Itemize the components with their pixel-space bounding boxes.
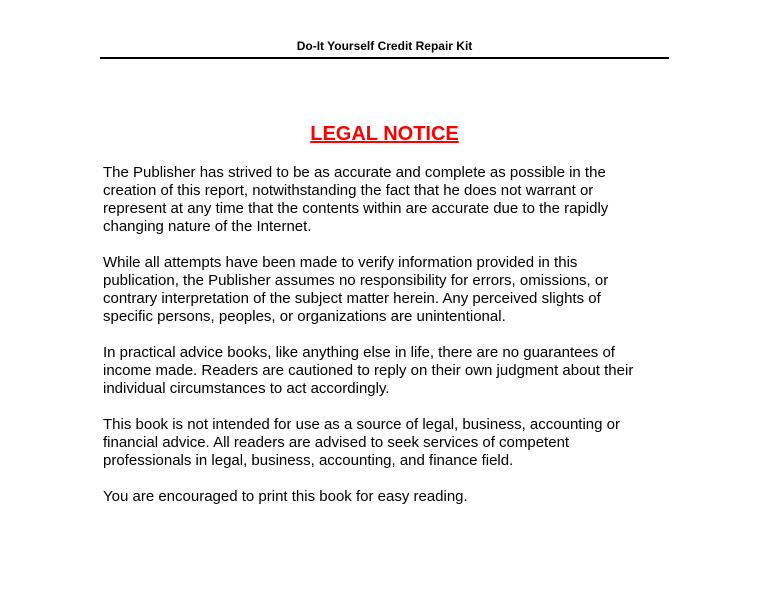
paragraph-line: individual circumstances to act accordingly. — [103, 380, 390, 397]
paragraph-line: You are encouraged to print this book for easy reading. — [103, 488, 468, 505]
paragraph-line: income made. Readers are cautioned to reply on their own judgment about their — [103, 362, 634, 379]
paragraph-line: publication, the Publisher assumes no responsibility for errors, omissions, or — [103, 272, 609, 289]
notice-body — [103, 164, 669, 524]
paragraph-line: creation of this report, notwithstanding the fact that he does not warrant or — [103, 182, 594, 199]
paragraph-advice — [103, 416, 669, 470]
header-rule — [100, 57, 669, 59]
paragraph-line: represent at any time that the contents within are accurate due to the rapidly — [103, 200, 609, 217]
paragraph-print — [103, 488, 669, 506]
paragraph-line: In practical advice books, like anything else in life, there are no guarantees of — [103, 344, 615, 361]
paragraph-responsibility — [103, 254, 669, 326]
paragraph-line: changing nature of the Internet. — [103, 218, 312, 235]
paragraph-line: The Publisher has strived to be as accurate and complete as possible in the — [103, 164, 606, 181]
paragraph-guarantees — [103, 344, 669, 398]
paragraph-accuracy — [103, 164, 669, 236]
page-title: LEGAL NOTICE — [310, 123, 459, 145]
paragraph-line: This book is not intended for use as a source of legal, business, accounting or — [103, 416, 620, 433]
paragraph-line: financial advice. All readers are advised to seek services of competent — [103, 434, 570, 451]
paragraph-line: specific persons, peoples, or organizations are unintentional. — [103, 308, 506, 325]
paragraph-line: contrary interpretation of the subject matter herein. Any perceived slights of — [103, 290, 601, 307]
paragraph-line: professionals in legal, business, accounting, and finance field. — [103, 452, 514, 469]
paragraph-line: While all attempts have been made to verify information provided in this — [103, 254, 578, 271]
running-header: Do-It Yourself Credit Repair Kit — [296, 39, 473, 53]
